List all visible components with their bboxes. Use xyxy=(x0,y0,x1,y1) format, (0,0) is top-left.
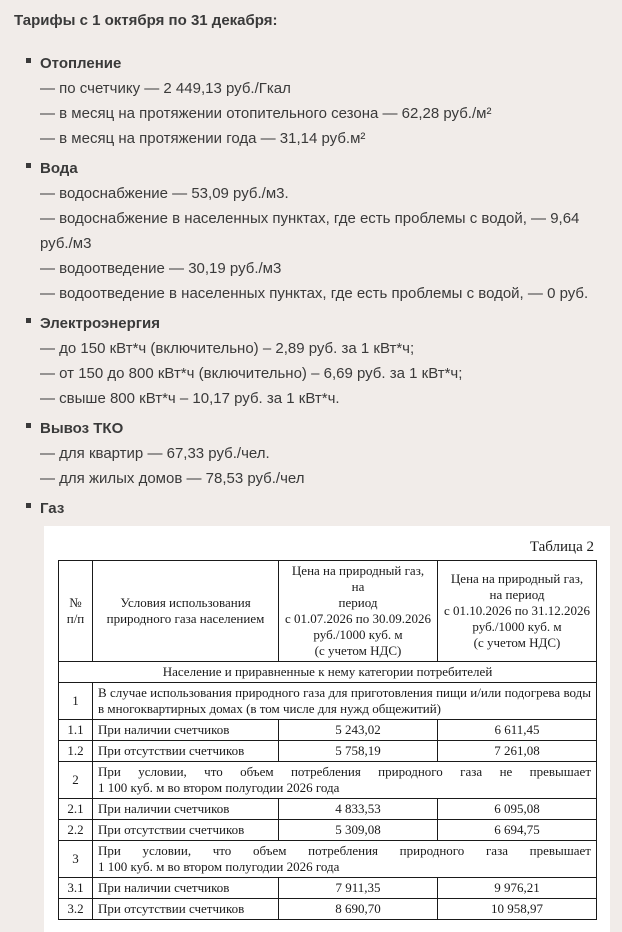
header-line: руб./1000 куб. м xyxy=(472,619,562,634)
table-row xyxy=(59,841,597,878)
price-q3-cell: 8 690,70 xyxy=(279,899,438,920)
bullet-square-icon xyxy=(26,318,31,323)
table-header-row xyxy=(59,561,597,662)
table-row xyxy=(59,741,597,762)
price-q3-cell: 5 309,08 xyxy=(279,820,438,841)
header-line: (с учетом НДС) xyxy=(314,643,402,658)
price-q4-cell: 6 611,45 xyxy=(438,720,597,741)
header-cell-num xyxy=(59,561,93,662)
row-number-cell: 1 xyxy=(59,683,93,720)
header-line: № xyxy=(69,595,82,610)
table-row xyxy=(59,878,597,899)
section-waste xyxy=(14,416,608,491)
table-row xyxy=(59,820,597,841)
table-section-row xyxy=(59,662,597,683)
section-heating xyxy=(14,51,608,151)
header-line: период xyxy=(338,595,378,610)
row-number-cell: 3.2 xyxy=(59,899,93,920)
bullet-square-icon xyxy=(26,423,31,428)
table-row xyxy=(59,762,597,799)
table-caption: Таблица 2 xyxy=(529,539,594,555)
condition-cell: При отсутствии счетчиков xyxy=(93,899,279,920)
tariff-line: — водоснабжение — 53,09 руб./м3. xyxy=(40,185,289,202)
condition-text-line2: 1 100 куб. м во втором полугодии 2026 года xyxy=(98,780,340,795)
tariff-line: — водоотведение — 30,19 руб./м3 xyxy=(40,260,282,277)
tariff-line: — от 150 до 800 кВт*ч (включительно) – 6,69 руб. за 1 кВт*ч; xyxy=(40,365,463,382)
tariff-line: — водоснабжение в населенных пунктах, где есть проблемы с водой, — 9,64 руб./м3 xyxy=(40,210,580,252)
row-number-cell: 2 xyxy=(59,762,93,799)
price-q3-cell: 4 833,53 xyxy=(279,799,438,820)
condition-span-cell xyxy=(93,762,597,799)
table-row xyxy=(59,799,597,820)
price-q3-cell: 5 758,19 xyxy=(279,741,438,762)
section-water xyxy=(14,156,608,306)
table-row xyxy=(59,899,597,920)
header-line: на период xyxy=(489,587,545,602)
header-line: п/п xyxy=(66,611,85,626)
table-row xyxy=(59,720,597,741)
condition-cell: При наличии счетчиков xyxy=(93,720,279,741)
condition-span-cell xyxy=(93,841,597,878)
header-line: Условия использования xyxy=(120,595,251,610)
tariff-line: — в месяц на протяжении года — 31,14 руб.м² xyxy=(40,130,366,147)
page-title: Тарифы с 1 октября по 31 декабря: xyxy=(14,12,278,29)
condition-text-line2: 1 100 куб. м во втором полугодии 2026 года xyxy=(98,859,340,874)
row-number-cell: 1.1 xyxy=(59,720,93,741)
tariff-line: — свыше 800 кВт*ч – 10,17 руб. за 1 кВт*ч. xyxy=(40,390,340,407)
condition-text-line1: При условии, что объем потребления природного газа не превышает xyxy=(98,764,591,779)
price-q4-cell: 6 694,75 xyxy=(438,820,597,841)
price-q4-cell: 6 095,08 xyxy=(438,799,597,820)
price-q4-cell: 9 976,21 xyxy=(438,878,597,899)
header-line: с 01.07.2026 по 30.09.2026 xyxy=(285,611,431,626)
row-number-cell: 3.1 xyxy=(59,878,93,899)
row-number-cell: 3 xyxy=(59,841,93,878)
row-number-cell: 1.2 xyxy=(59,741,93,762)
section-electricity xyxy=(14,311,608,411)
tariff-line: — по счетчику — 2 449,13 руб./Гкал xyxy=(40,80,291,97)
section-gas xyxy=(14,496,608,521)
price-q4-cell: 10 958,97 xyxy=(438,899,597,920)
section-heading: Вода xyxy=(40,160,78,177)
header-line: (с учетом НДС) xyxy=(473,635,561,650)
section-heading: Вывоз ТКО xyxy=(40,420,124,437)
tariff-line: — в месяц на протяжении отопительного сезона — 62,28 руб./м² xyxy=(40,105,492,122)
price-q4-cell: 7 261,08 xyxy=(438,741,597,762)
gas-table-card xyxy=(44,526,610,932)
tariff-line: — водоотведение в населенных пунктах, где есть проблемы с водой, — 0 руб. xyxy=(40,285,589,302)
bullet-square-icon xyxy=(26,58,31,63)
tariff-line: — для жилых домов — 78,53 руб./чел xyxy=(40,470,305,487)
condition-span-cell xyxy=(93,683,597,720)
section-heading: Электроэнергия xyxy=(40,315,161,332)
section-row-label: Население и приравненные к нему категории потребителей xyxy=(59,662,597,683)
gas-price-table xyxy=(58,560,597,920)
price-q3-cell: 7 911,35 xyxy=(279,878,438,899)
header-cell-price-q3 xyxy=(279,561,438,662)
header-cell-price-q4 xyxy=(438,561,597,662)
condition-text: В случае использования природного газа для приготовления пищи и/или подогрева воды в многоквартирных домах (в том числе для нужд общежитий) xyxy=(98,685,591,716)
header-line: руб./1000 куб. м xyxy=(313,627,403,642)
condition-text-line1: При условии, что объем потребления природного газа превышает xyxy=(98,843,591,858)
row-number-cell: 2.1 xyxy=(59,799,93,820)
price-q3-cell: 5 243,02 xyxy=(279,720,438,741)
header-line: Цена на природный газ, на xyxy=(291,563,425,594)
bullet-square-icon xyxy=(26,503,31,508)
condition-cell: При наличии счетчиков xyxy=(93,878,279,899)
table-row xyxy=(59,683,597,720)
header-line: природного газа населением xyxy=(106,611,265,626)
tariff-line: — для квартир — 67,33 руб./чел. xyxy=(40,445,270,462)
tariff-line: — до 150 кВт*ч (включительно) – 2,89 руб. за 1 кВт*ч; xyxy=(40,340,415,357)
header-line: с 01.10.2026 по 31.12.2026 xyxy=(444,603,590,618)
bullet-square-icon xyxy=(26,163,31,168)
header-cell-conditions xyxy=(93,561,279,662)
row-number-cell: 2.2 xyxy=(59,820,93,841)
condition-cell: При наличии счетчиков xyxy=(93,799,279,820)
section-heading: Газ xyxy=(40,500,65,517)
condition-cell: При отсутствии счетчиков xyxy=(93,820,279,841)
section-heading: Отопление xyxy=(40,55,122,72)
header-line: Цена на природный газ, xyxy=(450,571,584,586)
condition-cell: При отсутствии счетчиков xyxy=(93,741,279,762)
